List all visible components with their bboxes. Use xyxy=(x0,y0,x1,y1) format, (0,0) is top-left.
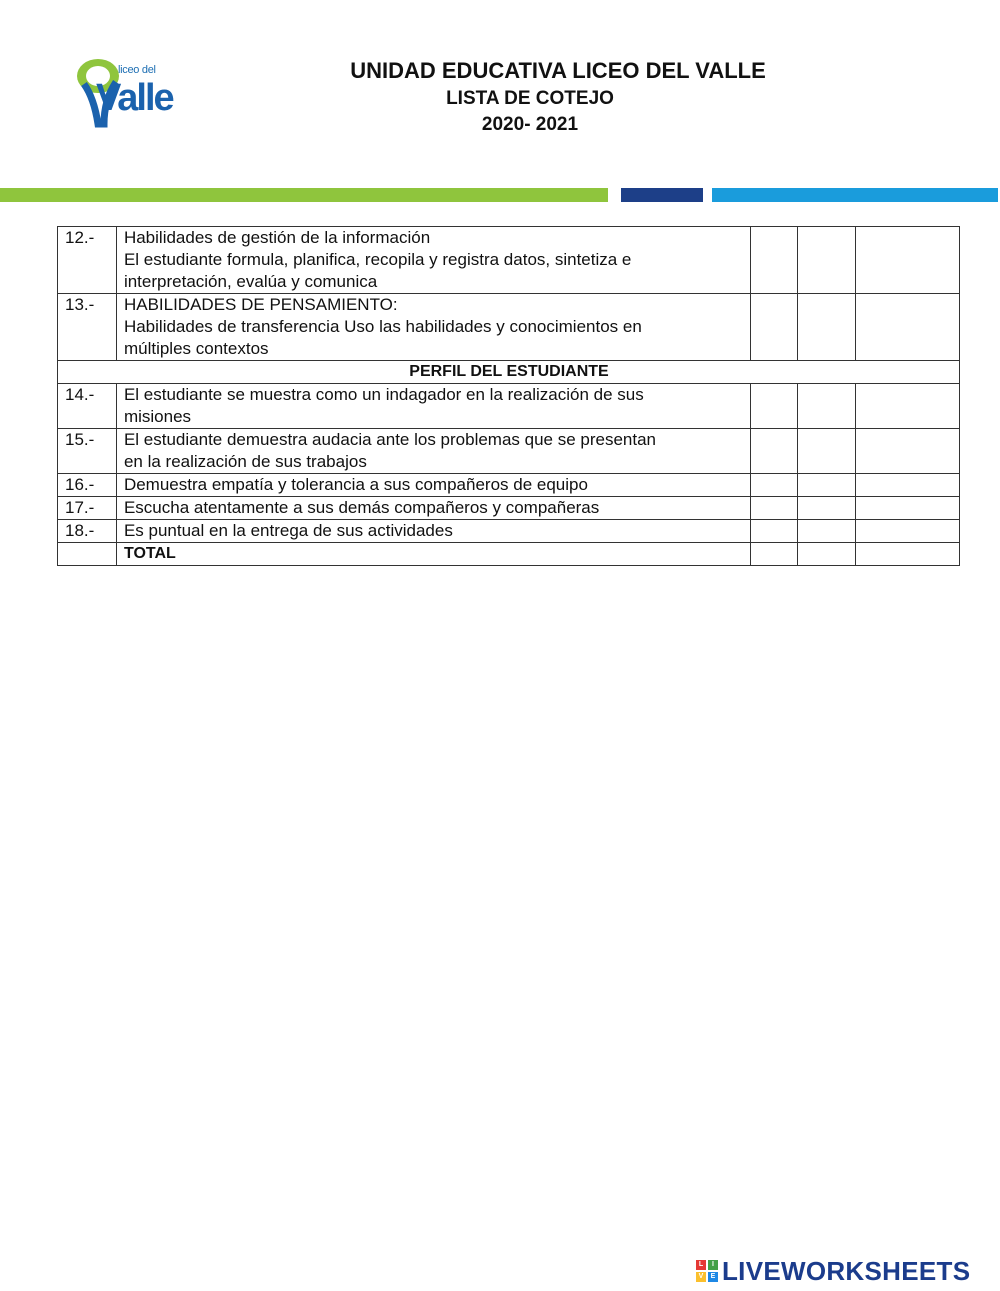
document-header xyxy=(200,58,860,136)
brand-name: LIVEWORKSHEETS xyxy=(722,1255,971,1286)
document-subtitle: LISTA DE COTEJO xyxy=(446,88,614,109)
row-number: 14.- xyxy=(58,384,117,429)
total-label: TOTAL xyxy=(116,543,751,566)
check-cell[interactable] xyxy=(856,384,960,429)
check-cell[interactable] xyxy=(751,474,798,497)
check-cell[interactable] xyxy=(751,543,798,566)
check-cell[interactable] xyxy=(798,294,856,361)
check-cell[interactable] xyxy=(798,429,856,474)
check-cell[interactable] xyxy=(856,294,960,361)
section-title: PERFIL DEL ESTUDIANTE xyxy=(58,361,960,384)
divider-navy xyxy=(621,188,703,202)
check-cell[interactable] xyxy=(798,384,856,429)
checklist-table xyxy=(57,226,960,566)
row-description xyxy=(116,429,751,474)
row-number: 17.- xyxy=(58,497,117,520)
row-description: Es puntual en la entrega de sus actividades xyxy=(116,520,751,543)
check-cell[interactable] xyxy=(798,543,856,566)
check-cell[interactable] xyxy=(751,429,798,474)
check-cell[interactable] xyxy=(798,497,856,520)
brand-block: L xyxy=(696,1260,706,1270)
table-row xyxy=(58,520,960,543)
check-cell[interactable] xyxy=(856,520,960,543)
row-description xyxy=(116,384,751,429)
table-row xyxy=(58,384,960,429)
logo-small-text: liceo del xyxy=(118,64,156,76)
table-row xyxy=(58,497,960,520)
description-line: en la realización de sus trabajos xyxy=(123,452,367,471)
row-number: 15.- xyxy=(58,429,117,474)
table-row xyxy=(58,294,960,361)
row-number: 16.- xyxy=(58,474,117,497)
description-line: El estudiante demuestra audacia ante los problemas que se presentan xyxy=(123,430,657,449)
total-row xyxy=(58,543,960,566)
logo-big-text: Valle xyxy=(96,77,173,119)
brand-block: V xyxy=(696,1272,706,1282)
brand-block: E xyxy=(708,1272,718,1282)
brand-blocks-icon xyxy=(696,1260,718,1282)
check-cell[interactable] xyxy=(798,474,856,497)
check-cell[interactable] xyxy=(751,227,798,294)
check-cell[interactable] xyxy=(856,429,960,474)
row-number-empty xyxy=(58,543,117,566)
row-number: 13.- xyxy=(58,294,117,361)
brand-block: I xyxy=(708,1260,718,1270)
description-line: Habilidades de transferencia Uso las habilidades y conocimientos en xyxy=(123,317,642,336)
row-number: 18.- xyxy=(58,520,117,543)
row-description: Demuestra empatía y tolerancia a sus compañeros de equipo xyxy=(116,474,751,497)
description-line: HABILIDADES DE PENSAMIENTO: xyxy=(123,295,398,314)
check-cell[interactable] xyxy=(798,520,856,543)
check-cell[interactable] xyxy=(751,520,798,543)
check-cell[interactable] xyxy=(751,384,798,429)
check-cell[interactable] xyxy=(856,497,960,520)
table-row xyxy=(58,227,960,294)
row-number: 12.- xyxy=(58,227,117,294)
check-cell[interactable] xyxy=(798,227,856,294)
liveworksheets-brand[interactable] xyxy=(696,1256,970,1286)
check-cell[interactable] xyxy=(856,543,960,566)
check-cell[interactable] xyxy=(856,474,960,497)
table-row xyxy=(58,474,960,497)
row-description xyxy=(116,227,751,294)
school-year: 2020- 2021 xyxy=(481,114,579,135)
school-logo xyxy=(74,58,178,128)
check-cell[interactable] xyxy=(751,294,798,361)
description-line: interpretación, evalúa y comunica xyxy=(123,272,378,291)
description-line: misiones xyxy=(123,407,192,426)
school-title: UNIDAD EDUCATIVA LICEO DEL VALLE xyxy=(350,58,766,83)
row-description xyxy=(116,294,751,361)
check-cell[interactable] xyxy=(751,497,798,520)
description-line: El estudiante se muestra como un indagador en la realización de sus xyxy=(123,385,644,404)
table-row xyxy=(58,429,960,474)
section-row xyxy=(58,361,960,384)
description-line: Habilidades de gestión de la información xyxy=(123,228,431,247)
description-line: El estudiante formula, planifica, recopila y registra datos, sintetiza e xyxy=(123,250,632,269)
check-cell[interactable] xyxy=(856,227,960,294)
divider-blue xyxy=(712,188,998,202)
row-description: Escucha atentamente a sus demás compañeros y compañeras xyxy=(116,497,751,520)
description-line: múltiples contextos xyxy=(123,339,269,358)
divider-green xyxy=(0,188,608,202)
